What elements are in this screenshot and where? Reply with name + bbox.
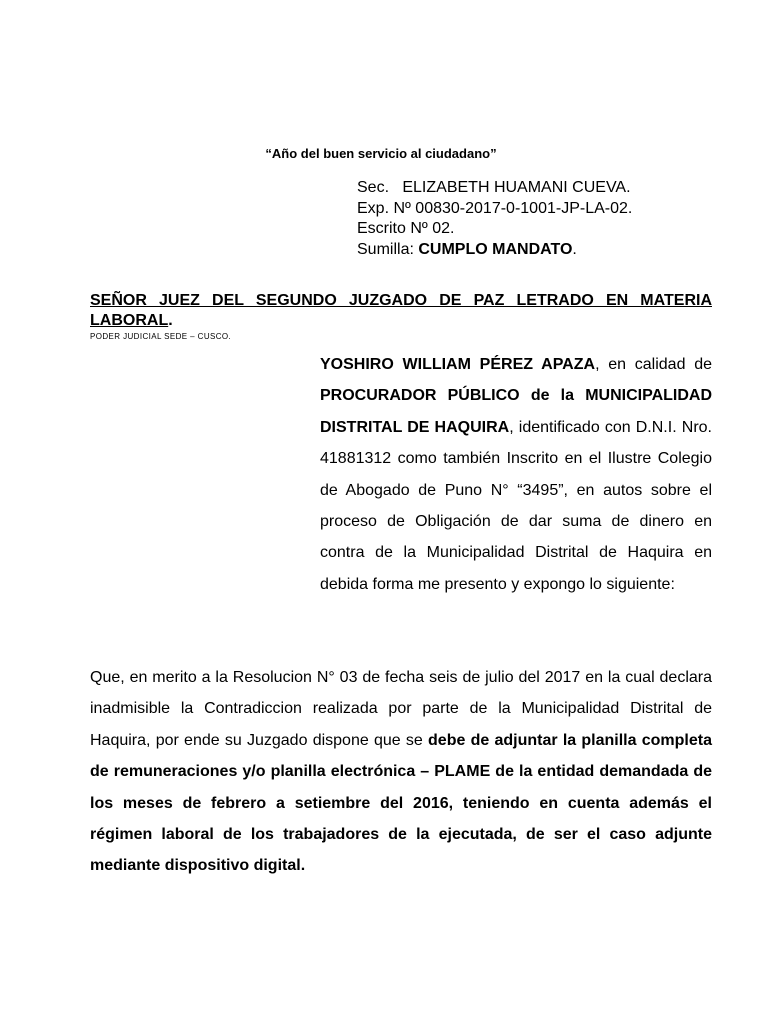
case-header: [357, 178, 632, 260]
addressee-end: .: [168, 312, 173, 329]
addressee-text: SEÑOR JUEZ DEL SEGUNDO JUZGADO DE PAZ LETRADO EN MATERIA LABORAL: [90, 292, 712, 329]
body-paragraph: [90, 662, 712, 882]
expediente-line: Exp. Nº 00830-2017-0-1001-JP-LA-02.: [357, 199, 633, 217]
body-bold-text: debe de adjuntar la planilla completa de remuneraciones y/o planilla electrónica – PLAME de la entidad demandada de los meses de febrero a setiembre del 2016, teniendo en cuenta además el régimen laboral de los trabajadores de la ejecutada, de ser el caso adjunte mediante dispositivo digital.: [90, 731, 712, 875]
body-text: Que, en merito a la Resolucion N° 03 de fecha seis de julio del 2017 en la cual declara inadmisible la Contradiccion realizada por parte de la Municipalidad Distrital de Haquira, por ende su Juzgado dispone que se: [90, 669, 712, 749]
sumilla-value: CUMPLO MANDATO: [418, 240, 573, 258]
attorney-name: YOSHIRO WILLIAM PÉREZ APAZA: [320, 356, 596, 373]
secretary-name: ELIZABETH HUAMANI CUEVA.: [402, 179, 631, 196]
sumilla-label: Sumilla:: [357, 240, 419, 258]
escrito-line: Escrito Nº 02.: [357, 220, 455, 237]
year-motto: “Año del buen servicio al ciudadano”: [265, 146, 497, 161]
sumilla-end: .: [572, 240, 577, 258]
attorney-role: PROCURADOR PÚBLICO de la MUNICIPALIDAD DISTRITAL DE HAQUIRA: [320, 387, 712, 436]
secretary-label: Sec.: [357, 179, 390, 196]
court-seat-note: PODER JUDICIAL SEDE – CUSCO.: [90, 332, 232, 341]
intro-text-2: , identificado con D.N.I. Nro. 41881312 como también Inscrito en el Ilustre Colegio de Abogado de Puno N° “3495”, en autos sobre el proceso de Obligación de dar suma de dinero en contra de la Municipalidad Distrital de Haquira en debida forma me presento y expongo lo siguiente:: [320, 418, 712, 593]
addressee-heading: [90, 291, 712, 331]
intro-paragraph: [320, 349, 712, 600]
secretary-line: [357, 178, 632, 199]
intro-text-1: , en calidad de: [595, 356, 713, 373]
sumilla-line: [357, 240, 632, 261]
